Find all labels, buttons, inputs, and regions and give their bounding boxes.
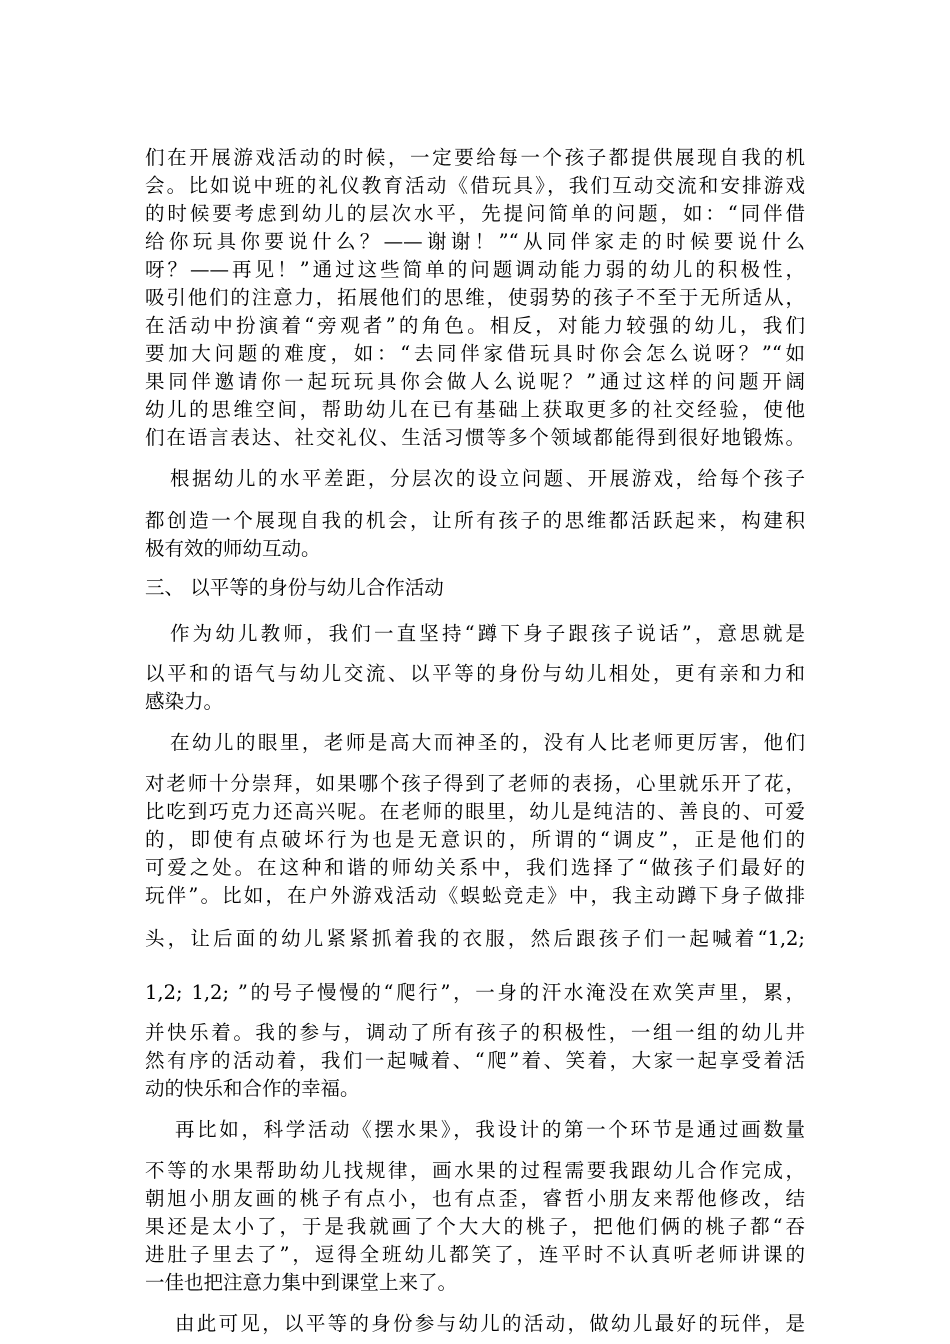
section-heading: 三、 以平等的身份与幼儿合作活动 [145, 576, 444, 599]
text-line: 呀？——再见！”通过这些简单的问题调动能力弱的幼儿的积极性， [145, 258, 805, 281]
text-line: 果同伴邀请你一起玩玩具你会做人么说呢？”通过这样的问题开阔 [145, 370, 805, 393]
text-line: 都创造一个展现自我的机会，让所有孩子的思维都活跃起来，构建积 [145, 509, 805, 532]
text-line: 要加大问题的难度，如：“去同伴家借玩具时你会怎么说呀？”“如 [145, 342, 805, 365]
text-line: 再比如，科学活动《摆水果》，我设计的第一个环节是通过画数量 [175, 1118, 805, 1141]
text-line: 朝旭小朋友画的桃子有点小，也有点歪，睿哲小朋友来帮他修改，结 [145, 1187, 805, 1210]
text-line: 动的快乐和合作的幸福。 [145, 1077, 360, 1100]
text-line: 在幼儿的眼里，老师是高大而神圣的，没有人比老师更厉害，他们 [170, 731, 805, 754]
text-line: 在活动中扮演着“旁观者”的角色。相反，对能力较强的幼儿，我们 [145, 314, 805, 337]
text-line: 由此可见，以平等的身份参与幼儿的活动，做幼儿最好的玩伴，是 [175, 1312, 805, 1335]
text-line: 头，让后面的幼儿紧紧抓着我的衣服，然后跟孩子们一起喊着“1,2; [145, 927, 805, 950]
text-line: 比吃到巧克力还高兴呢。在老师的眼里，幼儿是纯洁的、善良的、可爱 [145, 800, 805, 823]
text-line: 极有效的师幼互动。 [145, 537, 321, 560]
text-line: 幼儿的思维空间，帮助幼儿在已有基础上获取更多的社交经验，使他 [145, 398, 805, 421]
text-line: 进肚子里去了”，逗得全班幼儿都笑了，连平时不认真听老师讲课的 [145, 1243, 805, 1266]
text-line: 一佳也把注意力集中到课堂上来了。 [145, 1271, 458, 1294]
text-line: 果还是太小了，于是我就画了个大大的桃子，把他们俩的桃子都“吞 [145, 1215, 805, 1238]
text-line: 并快乐着。我的参与，调动了所有孩子的积极性，一组一组的幼儿井 [145, 1021, 805, 1044]
text-line: 们在开展游戏活动的时候，一定要给每一个孩子都提供展现自我的机 [145, 146, 805, 169]
text-line: 给你玩具你要说什么？——谢谢！”“从同伴家走的时候要说什么 [145, 230, 805, 253]
text-line: 吸引他们的注意力，拓展他们的思维，使弱势的孩子不至于无所适从， [145, 286, 805, 309]
text-line: 玩伴”。比如，在户外游戏活动《蜈蚣竞走》中，我主动蹲下身子做排 [145, 884, 805, 907]
text-line: 根据幼儿的水平差距，分层次的设立问题、开展游戏，给每个孩子 [170, 467, 805, 490]
text-line: 们在语言表达、社交礼仪、生活习惯等多个领域都能得到很好地锻炼。 [145, 426, 805, 449]
text-line: 以平和的语气与幼儿交流、以平等的身份与幼儿相处，更有亲和力和 [145, 662, 805, 685]
text-line: 对老师十分崇拜，如果哪个孩子得到了老师的表扬，心里就乐开了花， [145, 772, 805, 795]
text-line: 会。比如说中班的礼仪教育活动《借玩具》，我们互动交流和安排游戏 [145, 174, 805, 197]
text-line: 的，即使有点破坏行为也是无意识的，所谓的“调皮”，正是他们的 [145, 828, 805, 851]
text-line: 的时候要考虑到幼儿的层次水平，先提问简单的问题，如：“同伴借 [145, 202, 805, 225]
text-line: 可爱之处。在这种和谐的师幼关系中，我们选择了“做孩子们最好的 [145, 856, 805, 879]
text-line: 1,2; 1,2; ”的号子慢慢的“爬行”，一身的汗水淹没在欢笑声里，累， [145, 981, 805, 1004]
text-line: 感染力。 [145, 690, 224, 713]
text-line: 不等的水果帮助幼儿找规律，画水果的过程需要我跟幼儿合作完成， [145, 1159, 805, 1182]
text-line: 作为幼儿教师，我们一直坚持“蹲下身子跟孩子说话”，意思就是 [170, 622, 805, 645]
text-line: 然有序的活动着，我们一起喊着、“爬”着、笑着，大家一起享受着活 [145, 1049, 805, 1072]
